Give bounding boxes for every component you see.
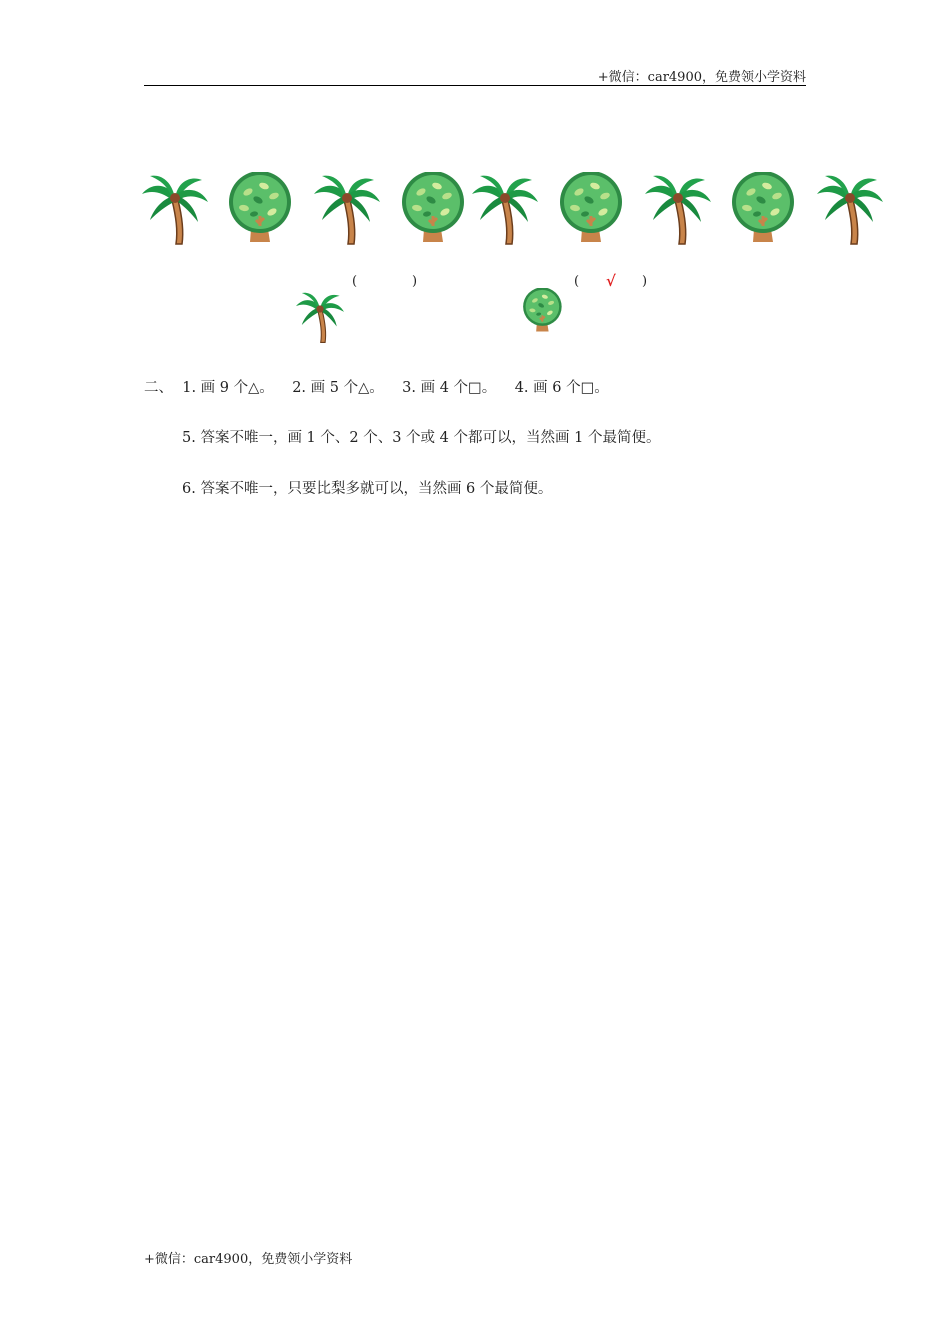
palm-tree-icon — [142, 172, 208, 246]
palm-tree-icon — [314, 172, 380, 246]
round-choice-paren-close: ) — [642, 274, 648, 289]
palm-tree-icon — [296, 290, 344, 344]
round-tree-icon — [228, 172, 294, 246]
palm-choice-paren-close: ) — [412, 274, 418, 289]
check-mark: √ — [606, 272, 616, 290]
round-tree-icon — [731, 172, 797, 246]
round-tree-icon — [522, 288, 564, 334]
answer-line-3: 6. 答案不唯一，只要比梨多就可以，当然画 6 个最简便。 — [182, 481, 553, 497]
round-tree-icon — [401, 172, 467, 246]
palm-tree-icon — [645, 172, 711, 246]
header-text: +微信：car4900，免费领小学资料 — [597, 70, 806, 85]
palm-choice-paren-open: ( — [352, 274, 358, 289]
palm-tree-icon — [472, 172, 538, 246]
answer-line-2: 5. 答案不唯一，画 1 个、2 个、3 个或 4 个都可以，当然画 1 个最简便。 — [182, 430, 661, 446]
answer-line-1: 二、 1. 画 9 个△。 2. 画 5 个△。 3. 画 4 个□。 4. 画 6 个□。 — [144, 380, 609, 396]
footer-text: +微信：car4900，免费领小学资料 — [144, 1252, 353, 1267]
round-tree-icon — [559, 172, 625, 246]
round-choice-paren-open: ( — [574, 274, 580, 289]
palm-tree-icon — [817, 172, 883, 246]
header-divider — [144, 85, 806, 86]
